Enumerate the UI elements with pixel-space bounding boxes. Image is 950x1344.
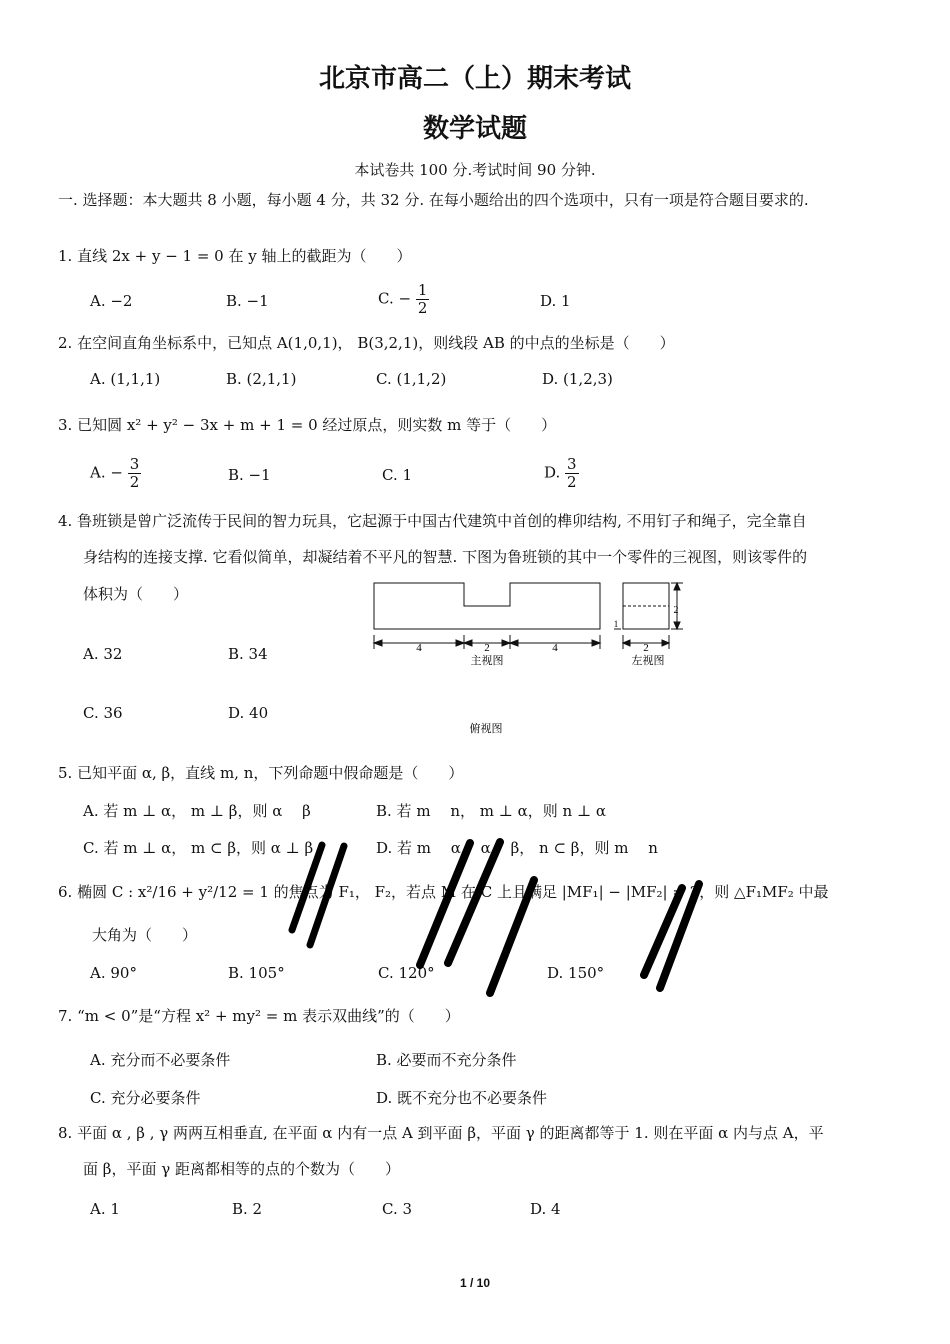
q1-option-a: A. −2 [90, 292, 133, 310]
q3-stem: 3. 已知圆 x² + y² − 3x + m + 1 = 0 经过原点，则实数 m 等于（ ） [58, 416, 557, 434]
q3-option-a-label: A. − [90, 463, 123, 482]
q3-option-b: B. −1 [228, 466, 271, 484]
q7-stem: 7. “m < 0”是“方程 x² + my² = m 表示双曲线”的（ ） [58, 1007, 460, 1025]
q2-option-c: C. (1,1,2) [376, 370, 447, 388]
q5-option-c: C. 若 m ⊥ α， m ⊂ β，则 α ⊥ β [83, 839, 314, 857]
fraction-denominator: 2 [417, 299, 428, 317]
q5-option-b: B. 若 m n， m ⊥ α，则 n ⊥ α [376, 802, 606, 820]
q7-option-d: D. 既不充分也不必要条件 [376, 1089, 548, 1107]
q1-option-c-fraction [416, 282, 430, 317]
fraction-numerator: 3 [129, 455, 140, 473]
q8-option-a: A. 1 [90, 1200, 120, 1218]
q3-option-d [544, 456, 579, 491]
q6-option-b: B. 105° [228, 964, 285, 982]
page-title: 北京市高二（上）期末考试 [318, 64, 631, 94]
q4-option-d: D. 40 [228, 704, 269, 722]
q4-line1: 4. 鲁班锁是曾广泛流传于民间的智力玩具，它起源于中国古代建筑中首创的榫卯结构, 不用钉子和绳子，完全靠自 [58, 512, 807, 530]
fraction-denominator: 2 [129, 473, 140, 491]
q1-option-c-label: C. − [378, 289, 412, 308]
q4-line2: 身结构的连接支撑. 它看似简单，却凝结着不平凡的智慧. 下图为鲁班锁的其中一个零件的三视图，则该零件的 [83, 548, 808, 566]
top-view-label: 俯视图 [469, 722, 503, 735]
q4-option-c: C. 36 [83, 704, 123, 722]
q5-option-d: D. 若 m α， α β， n ⊂ β，则 m n [376, 839, 658, 857]
dim-4a: 4 [416, 642, 422, 654]
q5-option-a: A. 若 m ⊥ α， m ⊥ β，则 α β [83, 802, 311, 820]
q6-option-d: D. 150° [547, 964, 605, 982]
q3-option-a [90, 456, 141, 491]
q7-option-a: A. 充分而不必要条件 [90, 1051, 231, 1069]
q8-option-c: C. 3 [382, 1200, 413, 1218]
q7-option-b: B. 必要而不充分条件 [376, 1051, 517, 1069]
q8-line2: 面 β，平面 γ 距离都相等的点的个数为（ ） [83, 1160, 400, 1178]
q8-line1: 8. 平面 α , β , γ 两两互相垂直, 在平面 α 内有一点 A 到平面 β，平面 γ 的距离都等于 1. 则在平面 α 内与点 A，平 [58, 1124, 824, 1142]
three-view-figure [362, 577, 702, 737]
q7-option-c: C. 充分必要条件 [90, 1089, 201, 1107]
q6-stem-cont: 大角为（ ） [92, 926, 198, 944]
q1-stem: 1. 直线 2x + y − 1 = 0 在 y 轴上的截距为（ ） [58, 247, 412, 265]
q5-stem: 5. 已知平面 α, β，直线 m, n，下列命题中假命题是（ ） [58, 764, 464, 782]
side-dim-1: 1 [613, 619, 619, 629]
q1-option-b: B. −1 [226, 292, 269, 310]
q6-stem: 6. 椭圆 C : x²/16 + y²/12 = 1 的焦点为 F₁， F₂，若点 M 在 C 上且满足 |MF₁| − |MF₂| = 2，则 △F₁MF₂ 中最 [58, 883, 829, 901]
side-dim-w: 2 [643, 642, 649, 654]
fraction-numerator: 3 [567, 455, 577, 473]
page-number: 1 / 10 [459, 1276, 491, 1290]
fraction-numerator: 1 [417, 281, 428, 299]
exam-info: 本试卷共 100 分.考试时间 90 分钟. [354, 161, 596, 179]
dim-4b: 4 [552, 642, 558, 654]
side-dim-h: 2 [673, 605, 679, 616]
dim-2: 2 [484, 642, 490, 654]
q2-option-a: A. (1,1,1) [90, 370, 161, 388]
q2-option-b: B. (2,1,1) [226, 370, 297, 388]
q3-option-c: C. 1 [382, 466, 413, 484]
q3-option-d-fraction [565, 456, 579, 491]
q1-option-c [378, 282, 429, 317]
q4-option-b: B. 34 [228, 645, 268, 663]
q8-option-b: B. 2 [232, 1200, 263, 1218]
side-view-label: 左视图 [631, 654, 665, 667]
section-heading: 一. 选择题：本大题共 8 小题，每小题 4 分，共 32 分. 在每小题给出的四个选项中，只有一项是符合题目要求的. [58, 191, 809, 209]
q1-option-d: D. 1 [540, 292, 571, 310]
q4-option-a: A. 32 [83, 645, 123, 663]
q4-line3: 体积为（ ） [83, 585, 189, 603]
front-view-label: 主视图 [470, 654, 504, 667]
q2-stem: 2. 在空间直角坐标系中，已知点 A(1,0,1)， B(3,2,1)，则线段 AB 的中点的坐标是（ ） [58, 334, 675, 352]
q3-option-a-fraction [128, 456, 142, 491]
fraction-denominator: 2 [567, 473, 577, 491]
q2-option-d: D. (1,2,3) [542, 370, 613, 388]
page-subtitle: 数学试题 [422, 114, 527, 144]
q3-option-d-label: D. [544, 463, 561, 482]
q6-option-a: A. 90° [90, 964, 137, 982]
q8-option-d: D. 4 [530, 1200, 561, 1218]
q6-option-c: C. 120° [378, 964, 435, 982]
